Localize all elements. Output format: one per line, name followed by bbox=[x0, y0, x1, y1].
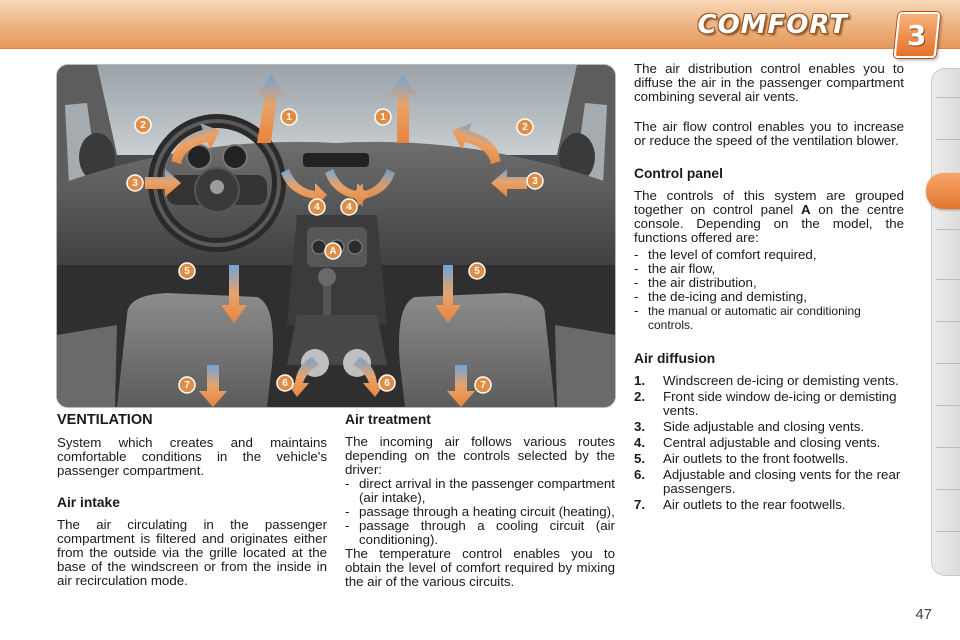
ventilation-section bbox=[57, 413, 327, 588]
list-item: - the air flow, bbox=[634, 261, 716, 276]
panel-label: A bbox=[800, 202, 811, 217]
callout-2a: 2 bbox=[140, 120, 146, 131]
chapter-title: COMFORT bbox=[697, 10, 848, 40]
list-item: 6. Adjustable and closing vents for the rear passengers. bbox=[634, 467, 901, 496]
controls-section bbox=[634, 62, 904, 514]
air-treatment-heading: Air treatment bbox=[345, 412, 431, 427]
chapter-tab-strip bbox=[931, 68, 960, 576]
list-item: 4. Central adjustable and closing vents. bbox=[634, 435, 881, 450]
list-item: - the level of comfort required, bbox=[634, 247, 817, 262]
callout-A: A bbox=[329, 246, 337, 257]
air-intake-heading: Air intake bbox=[57, 495, 120, 510]
air-treatment-section bbox=[345, 413, 615, 589]
list-item: - the air distribution, bbox=[634, 275, 757, 290]
callout-1a: 1 bbox=[286, 112, 292, 123]
chapter-tab-active[interactable] bbox=[926, 173, 960, 209]
airflow-paragraph: The air flow control enables you to increase or reduce the speed of the ventilation blower. bbox=[634, 119, 904, 148]
control-panel-body: The controls of this system are grouped together on control panel A on the centre console. Depending on the model, the functions offered are: bbox=[634, 188, 904, 245]
callout-6a: 6 bbox=[282, 378, 288, 389]
callout-2b: 2 bbox=[522, 122, 528, 133]
control-panel-heading: Control panel bbox=[634, 166, 723, 181]
air-treatment-outro: The temperature control enables you to obtain the level of comfort required by mixing the air of the various circuits. bbox=[345, 546, 615, 589]
callout-4b: 4 bbox=[346, 202, 352, 213]
callout-3a: 3 bbox=[132, 178, 138, 189]
list-item: 2. Front side window de-icing or demisting vents. bbox=[634, 389, 897, 418]
callout-7b: 7 bbox=[480, 380, 486, 391]
callout-4a: 4 bbox=[314, 202, 320, 213]
list-item: - direct arrival in the passenger compartment (air intake), bbox=[345, 476, 615, 505]
chapter-number: 3 bbox=[907, 18, 927, 52]
ventilation-diagram bbox=[56, 64, 616, 408]
ventilation-heading: VENTILATION bbox=[57, 412, 153, 428]
list-item: - passage through a heating circuit (heating), bbox=[345, 504, 615, 519]
distribution-paragraph: The air distribution control enables you to diffuse the air in the passenger compartment combining several air vents. bbox=[634, 61, 904, 104]
page-number: 47 bbox=[915, 606, 932, 623]
list-item: - the manual or automatic air conditioning controls. bbox=[634, 303, 861, 332]
list-item: 5. Air outlets to the front footwells. bbox=[634, 451, 849, 466]
air-diffusion-heading: Air diffusion bbox=[634, 351, 716, 366]
callout-5a: 5 bbox=[184, 266, 190, 277]
callout-6b: 6 bbox=[384, 378, 390, 389]
list-item: - the de-icing and demisting, bbox=[634, 289, 807, 304]
list-item: - passage through a cooling circuit (air conditioning). bbox=[345, 518, 615, 547]
chapter-number-badge bbox=[894, 12, 941, 58]
ventilation-body: System which creates and maintains comfortable conditions in the vehicle's passenger compartment. bbox=[57, 435, 327, 478]
list-item: 3. Side adjustable and closing vents. bbox=[634, 419, 865, 434]
air-intake-body: The air circulating in the passenger compartment is filtered and originates either from the outside via the grille located at the base of the windscreen or from the inside in air recirculation mode. bbox=[57, 517, 327, 588]
callout-7a: 7 bbox=[184, 380, 190, 391]
callout-3b: 3 bbox=[532, 176, 538, 187]
list-item: 1. Windscreen de-icing or demisting vents. bbox=[634, 373, 899, 388]
list-item: 7. Air outlets to the rear footwells. bbox=[634, 497, 846, 512]
callout-1b: 1 bbox=[380, 112, 386, 123]
callout-5b: 5 bbox=[474, 266, 480, 277]
air-treatment-intro: The incoming air follows various routes depending on the controls selected by the driver: bbox=[345, 434, 615, 477]
